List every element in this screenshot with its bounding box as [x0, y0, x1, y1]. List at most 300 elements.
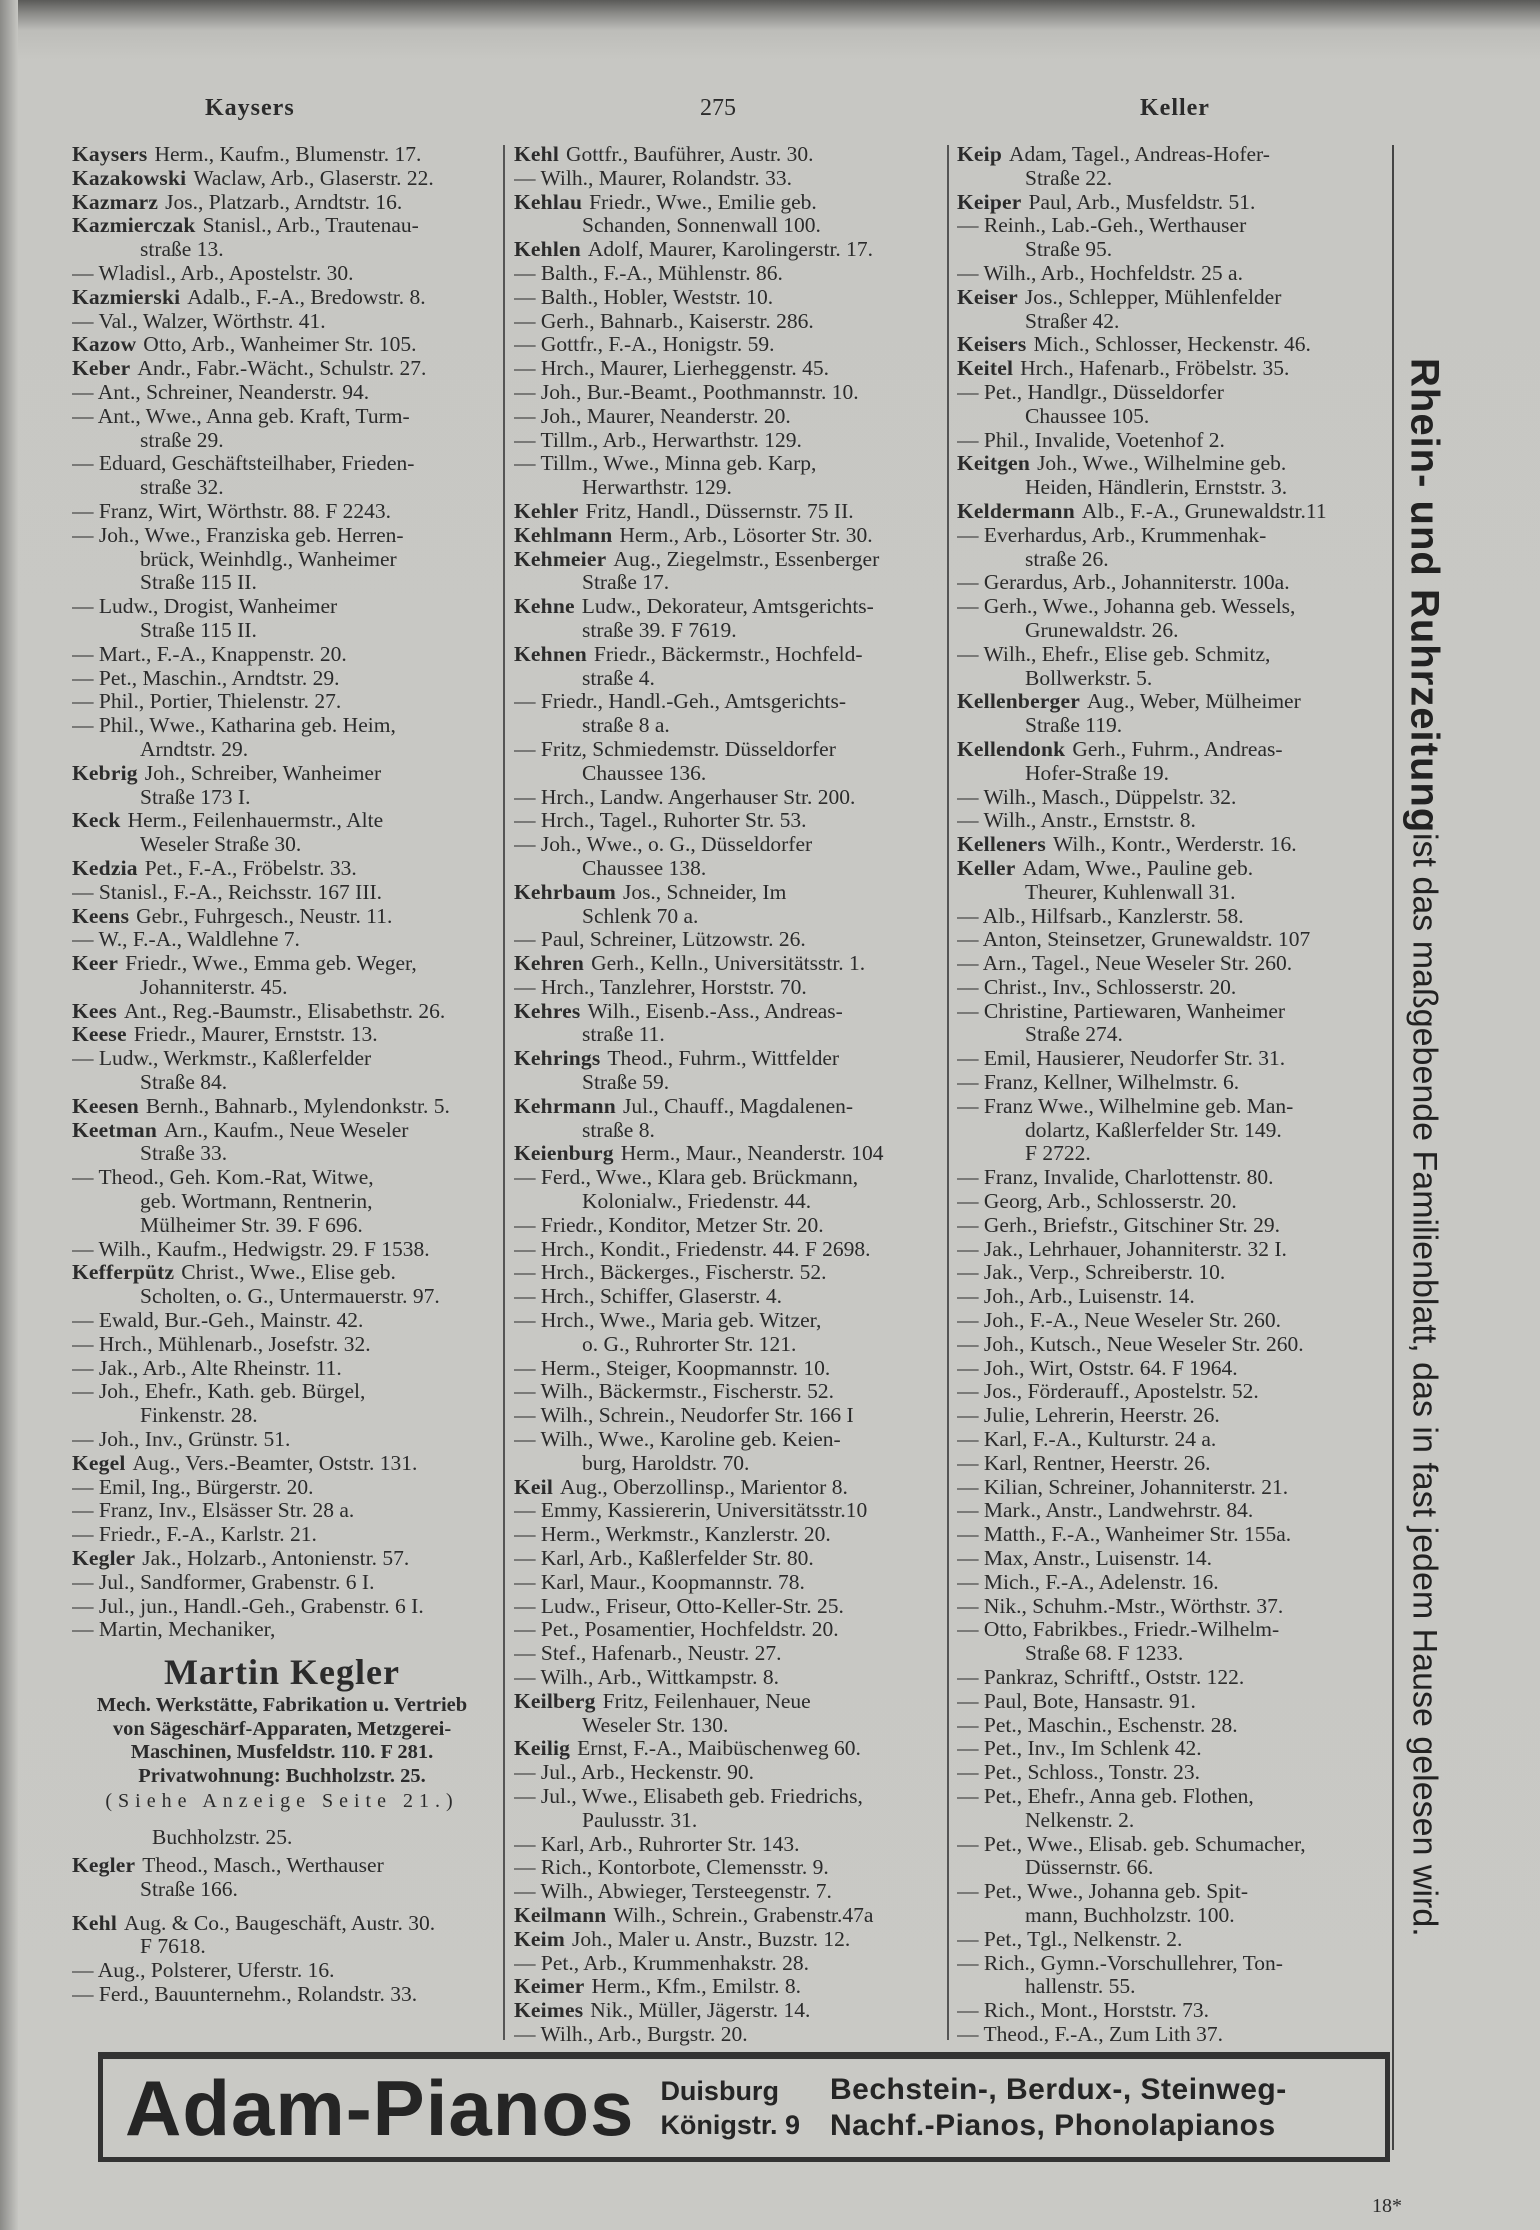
entry-details: Pet., F.-A., Fröbelstr. 33. [144, 856, 357, 880]
surname: Kees [72, 999, 117, 1023]
list-item [514, 1142, 942, 1166]
list-item: — Pet., Tgl., Nelkenstr. 2. [957, 1927, 1183, 1951]
list-item: — Hrch., Maurer, Lierheggenstr. 45. [514, 357, 829, 381]
surname: Keens [72, 904, 130, 928]
list-item: — Pet., Wwe., Johanna geb. Spit- [957, 1880, 1249, 1904]
list-item [72, 214, 492, 238]
list-item: — Paul, Bote, Hansastr. 91. [957, 1689, 1196, 1713]
list-item [72, 952, 492, 976]
surname: Keer [72, 952, 119, 976]
list-item: — Karl, Maur., Koopmannstr. 78. [514, 1570, 805, 1594]
list-item: — Joh., Wirt, Oststr. 64. F 1964. [957, 1356, 1238, 1380]
list-item [514, 1000, 942, 1024]
entry-details: Nik., Müller, Jägerstr. 14. [590, 1999, 811, 2023]
entry-continuation: Johanniterstr. 45. [140, 975, 288, 999]
surname: Kedzia [72, 856, 138, 880]
list-item: — Wilh., Bäckermstr., Fischerstr. 52. [514, 1380, 835, 1404]
list-item [957, 500, 1385, 524]
entry-details: Ant., Reg.-Baumstr., Elisabethstr. 26. [123, 999, 446, 1023]
list-item: — Hrch., Schiffer, Glaserstr. 4. [514, 1285, 783, 1309]
surname: Keiper [957, 190, 1022, 214]
surname: Keldermann [957, 499, 1075, 523]
surname: Kefferpütz [72, 1261, 175, 1285]
list-item: — Pet., Maschin., Arndtstr. 29. [72, 666, 340, 690]
entry-continuation: Heiden, Händlerin, Ernststr. 3. [1025, 476, 1288, 500]
kegler-advertisement [72, 1650, 492, 1850]
surname: Kehl [72, 1911, 117, 1935]
list-item [72, 143, 492, 167]
entry-continuation: straße 39. F 7619. [582, 618, 737, 642]
list-item: — Eduard, Geschäftsteilhaber, Frieden- [72, 452, 415, 476]
list-item: — Aug., Polsterer, Uferstr. 16. [72, 1959, 335, 1983]
list-item: — Gerh., Wwe., Johanna geb. Wessels, [957, 595, 1296, 619]
entry-continuation: Straße 59. [582, 1071, 670, 1095]
entry-continuation: straße 8. [582, 1118, 655, 1142]
entry-details: Bernh., Bahnarb., Mylendonkstr. 5. [145, 1094, 450, 1118]
list-item: — Herm., Steiger, Koopmannstr. 10. [514, 1356, 831, 1380]
entry-details: Friedr., Wwe., Emilie geb. [589, 190, 817, 214]
column-divider [503, 145, 505, 2040]
list-item: — Wilh., Anstr., Ernststr. 8. [957, 809, 1196, 833]
entry-continuation: Chaussee 105. [1025, 404, 1150, 428]
list-item: — Gerardus, Arb., Johanniterstr. 100a. [957, 571, 1290, 595]
list-item [957, 357, 1385, 381]
ad-address: Buchholzstr. 25. [152, 1825, 293, 1850]
entry-details: Jul., Chauff., Magdalenen- [622, 1094, 854, 1118]
entry-details: Arn., Kaufm., Neue Weseler [164, 1118, 409, 1142]
surname: Kehl [514, 143, 559, 166]
column-divider [947, 145, 949, 2040]
list-item [72, 905, 492, 929]
entry-continuation: dolartz, Kaßlerfelder Str. 149. [1025, 1118, 1282, 1142]
list-item: — Franz, Kellner, Wilhelmstr. 6. [957, 1071, 1240, 1095]
list-item: — Ludw., Drogist, Wanheimer [72, 595, 338, 619]
list-item: — Val., Walzer, Wörthstr. 41. [72, 309, 326, 333]
list-item: — Wilh., Maurer, Rolandstr. 33. [514, 166, 792, 190]
surname: Keimer [514, 1975, 585, 1999]
list-item [72, 1547, 492, 1571]
list-item: — Joh., F.-A., Neue Weseler Str. 260. [957, 1309, 1281, 1333]
surname: Kehlen [514, 238, 581, 262]
entry-details: Hrch., Hafenarb., Fröbelstr. 35. [1020, 357, 1290, 381]
list-item: — Ferd., Wwe., Klara geb. Brückmann, [514, 1166, 859, 1190]
list-item: — Pet., Maschin., Eschenstr. 28. [957, 1713, 1238, 1737]
entry-details: Friedr., Maurer, Ernststr. 13. [133, 1023, 378, 1047]
list-item [514, 1904, 942, 1928]
entry-details: Jak., Holzarb., Antonienstr. 57. [142, 1547, 410, 1571]
entry-list [72, 143, 492, 1642]
list-item: — Wilh., Arb., Hochfeldstr. 25 a. [957, 261, 1243, 285]
surname: Keesen [72, 1094, 139, 1118]
list-item [514, 143, 942, 167]
list-item [72, 167, 492, 191]
entry-details: Adolf, Maurer, Karolingerstr. 17. [587, 238, 874, 262]
entry-continuation: Düssernstr. 66. [1025, 1856, 1154, 1880]
list-item: — Stef., Hafenarb., Neustr. 27. [514, 1642, 782, 1666]
list-item: — Wilh., Abwieger, Tersteegenstr. 7. [514, 1880, 832, 1904]
surname: Kehlau [514, 190, 583, 214]
surname: Kehne [514, 595, 575, 619]
list-item [957, 857, 1385, 881]
surname: Keitgen [957, 452, 1031, 476]
entry-list [72, 1854, 492, 2007]
list-item [514, 1690, 942, 1714]
entry-continuation: straße 29. [140, 428, 224, 452]
list-item: — Emil, Hausierer, Neudorfer Str. 31. [957, 1047, 1286, 1071]
list-item: — Fritz, Schmiedemstr. Düsseldorfer [514, 737, 836, 761]
entry-continuation: Straße 95. [1025, 238, 1113, 262]
entry-continuation: Schanden, Sonnenwall 100. [582, 214, 821, 238]
entry-details: Gerh., Kelln., Universitätsstr. 1. [591, 952, 866, 976]
ad-products-line: Bechstein-, Berdux-, Steinweg- [829, 2073, 1287, 2106]
surname: Kehres [514, 999, 581, 1023]
list-item: — Christine, Partiewaren, Wanheimer [957, 999, 1286, 1023]
entry-details: Adam, Tagel., Andreas-Hofer- [1009, 143, 1270, 166]
list-item [72, 357, 492, 381]
list-item: — Pet., Arb., Krummenhakstr. 28. [514, 1951, 810, 1975]
entry-continuation: Straße 33. [140, 1142, 228, 1166]
piano-advertisement [98, 2052, 1390, 2162]
list-item: — Phil., Portier, Thielenstr. 27. [72, 690, 342, 714]
list-item: — Wladisl., Arb., Apostelstr. 30. [72, 261, 354, 285]
list-item: — Alb., Hilfsarb., Kanzlerstr. 58. [957, 904, 1244, 928]
surname: Keimes [514, 1999, 584, 2023]
surname: Keber [72, 357, 131, 381]
page-number: 275 [700, 95, 736, 121]
list-item: — Karl, Rentner, Heerstr. 26. [957, 1451, 1211, 1475]
entry-details: Aug., Oberzollinsp., Marientor 8. [560, 1475, 848, 1499]
running-head-right: Keller [1140, 95, 1210, 121]
banner-text: ist das maßgebende Familienblatt, das in fast jedem Hause gelesen wird. [1405, 833, 1444, 1937]
list-item: — Rich., Kontorbote, Clemensstr. 9. [514, 1856, 829, 1880]
running-head-left: Kaysers [205, 95, 295, 121]
ad-products-line: Nachf.-Pianos, Phonolapianos [829, 2109, 1276, 2142]
list-item: — Gerh., Bahnarb., Kaiserstr. 286. [514, 309, 814, 333]
list-item: — Theod., Geh. Kom.-Rat, Witwe, [72, 1166, 374, 1190]
list-item [957, 452, 1385, 476]
surname: Keetman [72, 1118, 157, 1142]
list-item [957, 333, 1385, 357]
list-item: — Jak., Verp., Schreiberstr. 10. [957, 1261, 1226, 1285]
list-item: — Julie, Lehrerin, Heerstr. 26. [957, 1404, 1220, 1428]
list-item: — Stanisl., F.-A., Reichsstr. 167 III. [72, 880, 383, 904]
list-item: — Hrch., Landw. Angerhauser Str. 200. [514, 785, 856, 809]
surname: Keisers [957, 333, 1027, 357]
list-item: — Ant., Wwe., Anna geb. Kraft, Turm- [72, 404, 410, 428]
surname: Keim [514, 1927, 565, 1951]
list-item [514, 595, 942, 619]
entry-details: Aug., Ziegelmstr., Essenberger [613, 547, 880, 571]
entry-continuation: Arndtstr. 29. [140, 737, 249, 761]
list-item: — Karl, F.-A., Kulturstr. 24 a. [957, 1428, 1217, 1452]
surname: Kebrig [72, 761, 138, 785]
list-item: — Emil, Ing., Bürgerstr. 20. [72, 1475, 314, 1499]
entry-details: Joh., Wwe., Wilhelmine geb. [1037, 452, 1287, 476]
entry-continuation: Straße 17. [582, 571, 670, 595]
surname: Kehlmann [514, 523, 613, 547]
ad-products [830, 2072, 1287, 2144]
list-item: — Tillm., Arb., Herwarthstr. 129. [514, 428, 802, 452]
surname: Kazmierczak [72, 214, 196, 238]
list-item: — Hrch., Wwe., Maria geb. Witzer, [514, 1309, 822, 1333]
list-item: — Karl, Arb., Kaßlerfelder Str. 80. [514, 1547, 814, 1571]
entry-continuation: straße 26. [1025, 547, 1109, 571]
list-item [72, 1095, 492, 1119]
entry-continuation: Straße 119. [1025, 714, 1123, 738]
list-item: — Joh., Maurer, Neanderstr. 20. [514, 404, 791, 428]
directory-column-1 [72, 143, 492, 2007]
list-item: — Martin, Mechaniker, [72, 1618, 276, 1642]
surname: Kazakowski [72, 166, 187, 190]
entry-details: Joh., Maler u. Anstr., Buzstr. 12. [571, 1927, 851, 1951]
entry-details: Wilh., Kontr., Werderstr. 16. [1052, 833, 1297, 857]
entry-continuation: F 7618. [140, 1935, 206, 1959]
list-item: — Balth., Hobler, Weststr. 10. [514, 285, 774, 309]
list-item: — Anton, Steinsetzer, Grunewaldstr. 107 [957, 928, 1311, 952]
entry-continuation: straße 8 a. [582, 714, 670, 738]
list-item: — Wilh., Schrein., Neudorfer Str. 166 I [514, 1404, 854, 1428]
list-item: — Balth., F.-A., Mühlenstr. 86. [514, 261, 783, 285]
entry-details: Mich., Schlosser, Heckenstr. 46. [1033, 333, 1311, 357]
list-item: — Joh., Bur.-Beamt., Poothmannstr. 10. [514, 380, 859, 404]
surname: Kegel [72, 1451, 126, 1475]
list-item: — Phil., Invalide, Voetenhof 2. [957, 428, 1225, 452]
list-item: — Jul., Arb., Heckenstr. 90. [514, 1761, 755, 1785]
entry-details: Alb., F.-A., Grunewaldstr.11 [1081, 499, 1327, 523]
surname: Keil [514, 1475, 554, 1499]
list-item: — Friedr., Handl.-Geh., Amtsgerichts- [514, 690, 847, 714]
surname: Kellenberger [957, 690, 1080, 714]
list-item [957, 143, 1385, 167]
list-item: — Franz, Inv., Elsässer Str. 28 a. [72, 1499, 355, 1523]
list-item [72, 1000, 492, 1024]
list-item: — Franz, Invalide, Charlottenstr. 80. [957, 1166, 1274, 1190]
surname: Kellendonk [957, 737, 1066, 761]
entry-continuation: Straße 274. [1025, 1023, 1123, 1047]
entry-continuation: Straße 115 II. [140, 618, 257, 642]
entry-details: Herm., Feilenhauermstr., Alte [127, 809, 384, 833]
surname: Kehmeier [514, 547, 607, 571]
list-item: — Matth., F.-A., Wanheimer Str. 155a. [957, 1523, 1292, 1547]
surname: Keller [957, 856, 1016, 880]
entry-details: Andr., Fabr.-Wächt., Schulstr. 27. [137, 357, 427, 381]
list-item: — Arn., Tagel., Neue Weseler Str. 260. [957, 952, 1293, 976]
list-item [514, 524, 942, 548]
ad-line: Mech. Werkstätte, Fabrikation u. Vertrieb [96, 1694, 468, 1717]
list-item [514, 1975, 942, 1999]
entry-details: Jos., Schlepper, Mühlenfelder [1024, 285, 1282, 309]
entry-continuation: Schlenk 70 a. [582, 904, 699, 928]
list-item: — Franz Wwe., Wilhelmine geb. Man- [957, 1094, 1294, 1118]
entry-details: Aug., Vers.-Beamter, Oststr. 131. [132, 1451, 418, 1475]
list-item: — Wilh., Arb., Burgstr. 20. [514, 2022, 748, 2046]
surname: Kehren [514, 952, 585, 976]
entry-details: Paul, Arb., Musfeldstr. 51. [1028, 190, 1256, 214]
entry-details: Fritz, Feilenhauer, Neue [602, 1689, 811, 1713]
entry-continuation: Grunewaldstr. 26. [1025, 618, 1179, 642]
surname: Kazow [72, 333, 137, 357]
ad-line: Privatwohnung: Buchholzstr. 25. [138, 1764, 426, 1787]
entry-continuation: straße 32. [140, 476, 224, 500]
entry-continuation: straße 13. [140, 238, 224, 262]
entry-continuation: Chaussee 136. [582, 761, 707, 785]
surname: Kelleners [957, 833, 1046, 857]
list-item [957, 286, 1385, 310]
list-item: — Paul, Schreiner, Lützowstr. 26. [514, 928, 806, 952]
list-item: — Jak., Arb., Alte Rheinstr. 11. [72, 1356, 342, 1380]
entry-details: Waclaw, Arb., Glaserstr. 22. [193, 166, 434, 190]
entry-list [957, 143, 1385, 2047]
banner-title: Rhein- und Ruhrzeitung [1402, 358, 1447, 834]
entry-continuation: Straße 166. [140, 1877, 238, 1901]
list-item: — Ewald, Bur.-Geh., Mainstr. 42. [72, 1309, 364, 1333]
list-item [72, 809, 492, 833]
list-item [957, 833, 1385, 857]
list-item: — Theod., F.-A., Zum Lith 37. [957, 2022, 1224, 2046]
list-item: — Jul., Wwe., Elisabeth geb. Friedrichs, [514, 1784, 863, 1808]
entry-continuation: Straße 115 II. [140, 571, 257, 595]
list-item [72, 1854, 492, 1878]
entry-details: Ludw., Dekorateur, Amtsgerichts- [581, 595, 874, 619]
surname: Keiser [957, 285, 1018, 309]
list-item: — Joh., Wwe., Franziska geb. Herren- [72, 523, 404, 547]
list-item [957, 738, 1385, 762]
entry-details: Gebr., Fuhrgesch., Neustr. 11. [136, 904, 393, 928]
directory-column-3 [957, 143, 1385, 2047]
entry-details: Aug., Weber, Mülheimer [1087, 690, 1301, 714]
list-item: — Pankraz, Schriftf., Oststr. 122. [957, 1666, 1245, 1689]
list-item: — Friedr., Konditor, Metzer Str. 20. [514, 1213, 824, 1237]
ad-city: Duisburg [660, 2076, 779, 2106]
list-item: — Reinh., Lab.-Geh., Werthauser [957, 214, 1247, 238]
entry-details: Herm., Arb., Lösorter Str. 30. [619, 523, 873, 547]
entry-details: Theod., Fuhrm., Wittfelder [607, 1047, 840, 1071]
list-item: — Friedr., F.-A., Karlstr. 21. [72, 1523, 317, 1547]
ad-title: Martin Kegler [164, 1652, 400, 1693]
entry-continuation: Hofer-Straße 19. [1025, 761, 1170, 785]
list-item: — Tillm., Wwe., Minna geb. Karp, [514, 452, 817, 476]
entry-details: Christ., Wwe., Elise geb. [181, 1261, 396, 1285]
sheet-signature: 18* [1372, 2195, 1402, 2217]
list-item: — Rich., Mont., Horststr. 73. [957, 1999, 1210, 2023]
list-item: — Joh., Kutsch., Neue Weseler Str. 260. [957, 1332, 1304, 1356]
list-item: — Emmy, Kassiererin, Universitätsstr.10 [514, 1499, 868, 1523]
list-item [514, 952, 942, 976]
surname: Kegler [72, 1854, 136, 1877]
list-item: — Wilh., Arb., Wittkampstr. 8. [514, 1666, 780, 1689]
entry-details: Adam, Wwe., Pauline geb. [1022, 856, 1254, 880]
list-item: — Ludw., Werkmstr., Kaßlerfelder [72, 1047, 372, 1071]
entry-continuation: mann, Buchholzstr. 100. [1025, 1903, 1235, 1927]
surname: Keilig [514, 1737, 571, 1761]
surname: Kehrmann [514, 1094, 616, 1118]
list-item: — Mich., F.-A., Adelenstr. 16. [957, 1570, 1219, 1594]
entry-continuation: Paulusstr. 31. [582, 1808, 698, 1832]
list-item [514, 1047, 942, 1071]
entry-details: Adalb., F.-A., Bredowstr. 8. [187, 285, 426, 309]
list-item: — Franz, Wirt, Wörthstr. 88. F 2243. [72, 499, 392, 523]
list-item: — Joh., Inv., Grünstr. 51. [72, 1428, 291, 1452]
entry-details: Herm., Kaufm., Blumenstr. 17. [154, 143, 422, 166]
entry-details: Fritz, Handl., Düssernstr. 75 II. [585, 499, 854, 523]
entry-continuation: Straße 84. [140, 1071, 228, 1095]
list-item: — Otto, Fabrikbes., Friedr.-Wilhelm- [957, 1618, 1280, 1642]
surname: Kehrbaum [514, 880, 616, 904]
entry-details: Gottfr., Bauführer, Austr. 30. [566, 143, 814, 166]
entry-details: Jos., Platzarb., Arndtstr. 16. [165, 190, 403, 214]
entry-details: Otto, Arb., Wanheimer Str. 105. [143, 333, 417, 357]
entry-details: Wilh., Eisenb.-Ass., Andreas- [587, 999, 843, 1023]
entry-continuation: Straße 22. [1025, 166, 1113, 190]
list-item [957, 191, 1385, 215]
list-item: — Pet., Handlgr., Düsseldorfer [957, 380, 1224, 404]
list-item [514, 881, 942, 905]
surname: Kazmarz [72, 190, 159, 214]
entry-continuation: o. G., Ruhrorter Str. 121. [582, 1332, 797, 1356]
surname: Keip [957, 143, 1002, 166]
list-item: — Pet., Posamentier, Hochfeldstr. 20. [514, 1618, 839, 1642]
ad-line: von Sägeschärf-Apparaten, Metzgerei- [112, 1717, 452, 1740]
entry-continuation: straße 11. [582, 1023, 665, 1047]
list-item: — Ant., Schreiner, Neanderstr. 94. [72, 380, 370, 404]
list-item: — Hrch., Tagel., Ruhorter Str. 53. [514, 809, 807, 833]
list-item: — Jul., Sandformer, Grabenstr. 6 I. [72, 1570, 375, 1594]
scan-edge [0, 0, 18, 2230]
entry-continuation: Kolonialw., Friedenstr. 44. [582, 1190, 812, 1214]
surname: Keck [72, 809, 121, 833]
entry-details: Friedr., Wwe., Emma geb. Weger, [125, 952, 417, 976]
list-item: — Jul., jun., Handl.-Geh., Grabenstr. 6 I. [72, 1594, 424, 1618]
list-item: — Pet., Ehefr., Anna geb. Flothen, [957, 1784, 1254, 1808]
list-item: — Ludw., Friseur, Otto-Keller-Str. 25. [514, 1594, 844, 1618]
entry-continuation: Bollwerkstr. 5. [1025, 666, 1153, 690]
list-item [514, 1999, 942, 2023]
entry-continuation: hallenstr. 55. [1025, 1975, 1136, 1999]
list-item: — Jos., Förderauff., Apostelstr. 52. [957, 1380, 1259, 1404]
list-item: — Everhardus, Arb., Krummenhak- [957, 523, 1267, 547]
list-item [72, 857, 492, 881]
surname: Keilmann [514, 1903, 607, 1927]
list-item [72, 1119, 492, 1143]
list-item: — Wilh., Wwe., Karoline geb. Keien- [514, 1428, 841, 1452]
list-item [514, 500, 942, 524]
list-item [72, 333, 492, 357]
ad-street: Königstr. 9 [660, 2110, 800, 2140]
entry-continuation: brück, Weinhdlg., Wanheimer [140, 547, 397, 571]
list-item [957, 690, 1385, 714]
list-item: — Georg, Arb., Schlosserstr. 20. [957, 1190, 1237, 1214]
entry-continuation: Mülheimer Str. 39. F 696. [140, 1213, 363, 1237]
directory-column-2 [514, 143, 942, 2047]
list-item: — Herm., Werkmstr., Kanzlerstr. 20. [514, 1523, 831, 1547]
surname: Keilberg [514, 1689, 596, 1713]
list-item: — Mark., Anstr., Landwehrstr. 84. [957, 1499, 1254, 1523]
list-item [514, 548, 942, 572]
entry-details: Wilh., Schrein., Grabenstr.47a [613, 1903, 874, 1927]
list-item: — Hrch., Tanzlehrer, Horststr. 70. [514, 975, 807, 999]
list-item: — Nik., Schuhm.-Mstr., Wörthstr. 37. [957, 1594, 1284, 1618]
list-item [514, 1095, 942, 1119]
entry-continuation: Weseler Str. 130. [582, 1713, 729, 1737]
list-item [514, 1476, 942, 1500]
list-item: — Wilh., Ehefr., Elise geb. Schmitz, [957, 642, 1271, 666]
list-item: — Mart., F.-A., Knappenstr. 20. [72, 642, 347, 666]
newspaper-banner [1392, 145, 1454, 2150]
list-item: — Hrch., Kondit., Friedenstr. 44. F 2698. [514, 1237, 871, 1261]
list-item: — Jak., Lehrhauer, Johanniterstr. 32 I. [957, 1237, 1287, 1261]
entry-list [514, 143, 942, 2047]
list-item: — Pet., Wwe., Elisab. geb. Schumacher, [957, 1832, 1306, 1856]
